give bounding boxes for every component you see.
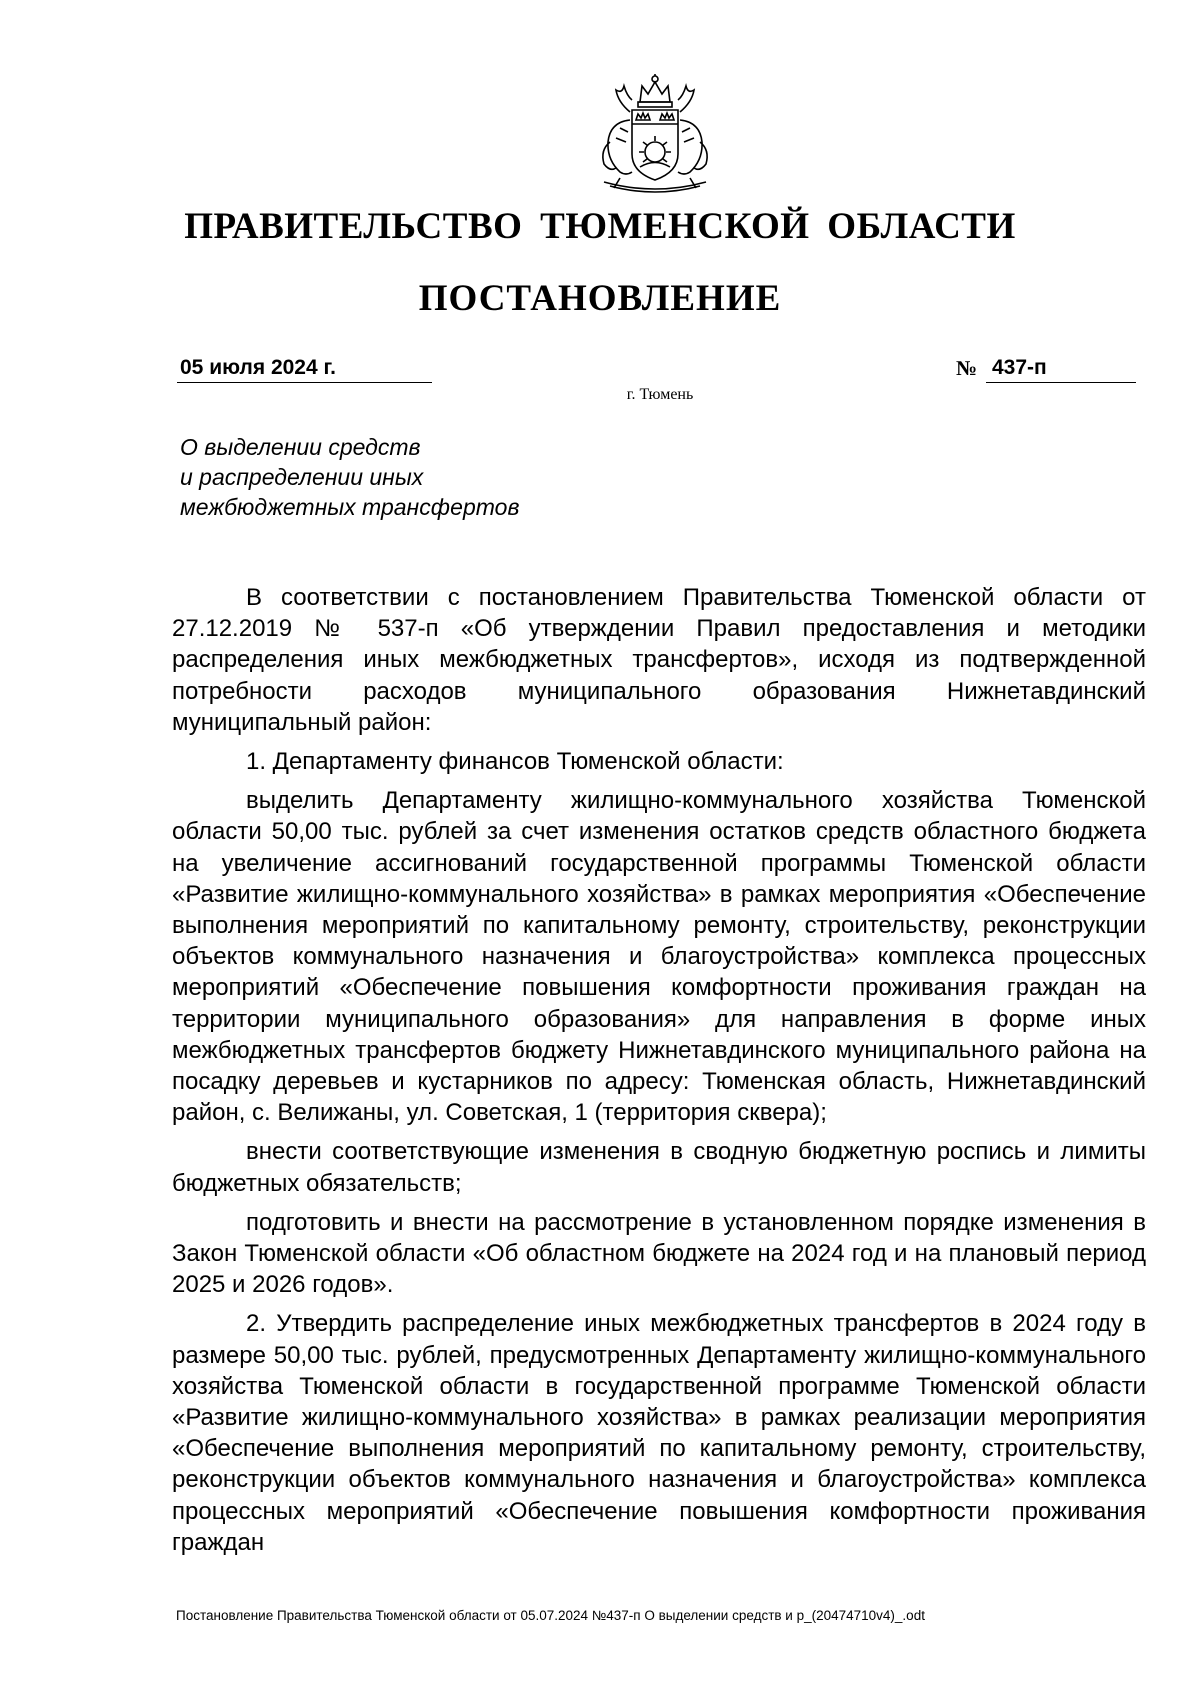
body-paragraph-preamble: В соответствии с постановлением Правительства Тюменской области от 27.12.2019 № 537-п «Об утверждении Правил предоставления и методики распределения иных межбюджетных трансфертов», исходя из подтвержденной потребности расходов муниципального образования Нижнетавдинский муниципальный район:: [172, 584, 1146, 736]
subject-line: О выделении средств: [180, 434, 421, 460]
document-subject: [180, 432, 700, 522]
body-paragraph-amend-budget: внести соответствующие изменения в сводную бюджетную роспись и лимиты бюджетных обязательств;: [172, 1138, 1146, 1197]
page-footer: Постановление Правительства Тюменской области от 05.07.2024 №437-п О выделении средств и р_(20474710v4)_.odt: [176, 1608, 925, 1623]
subject-line: и распределении иных: [180, 464, 424, 490]
organization-title: ПРАВИТЕЛЬСТВО ТЮМЕНСКОЙ ОБЛАСТИ: [184, 206, 1016, 247]
body-paragraph-prepare-law: подготовить и внести на рассмотрение в установленном порядке изменения в Закон Тюменской области «Об областном бюджете на 2024 год и на плановый период 2025 и 2026 годов».: [172, 1208, 1146, 1299]
subject-line: межбюджетных трансфертов: [180, 494, 520, 520]
body-paragraph-item-1: 1. Департаменту финансов Тюменской области:: [246, 748, 784, 776]
document-body: [172, 582, 1146, 1558]
body-paragraph-item-2: 2. Утвердить распределение иных межбюджетных трансфертов в 2024 году в размере 50,00 тыс. рублей, предусмотренных Департаменту жилищно-коммунального хозяйства Тюменской области в государственной программе Тюменской области «Развитие жилищно-коммунального хозяйства» в рамках реализации мероприятия «Обеспечение выполнения мероприятий по капитальному ремонту, строительству, реконструкции объектов коммунального назначения и благоустройства» комплекса процессных мероприятий «Обеспечение повышения комфортности проживания граждан: [172, 1310, 1146, 1556]
issue-city: г. Тюмень: [626, 386, 694, 403]
document-number: 437-п: [986, 353, 1136, 383]
coat-of-arms-icon: [580, 72, 730, 197]
document-date: 05 июля 2024 г.: [177, 353, 432, 383]
body-paragraph-allocate: выделить Департаменту жилищно-коммунального хозяйства Тюменской области 50,00 тыс. рублей за счет изменения остатков средств областного бюджета на увеличение ассигнований государственной программы Тюменской области «Развитие жилищно-коммунального хозяйства» в рамках мероприятия «Обеспечение выполнения мероприятий по капитальному ремонту, строительству, реконструкции объектов коммунального назначения и благоустройства» комплекса процессных мероприятий «Обеспечение повышения комфортности проживания граждан на территории муниципального образования» для направления в форме иных межбюджетных трансфертов бюджету Нижнетавдинского муниципального района на посадку деревьев и кустарников по адресу: Тюменская область, Нижнетавдинский район, с. Велижаны, ул. Советская, 1 (территория сквера);: [172, 787, 1146, 1127]
document-type: ПОСТАНОВЛЕНИЕ: [418, 278, 782, 319]
number-sign: №: [956, 356, 978, 380]
